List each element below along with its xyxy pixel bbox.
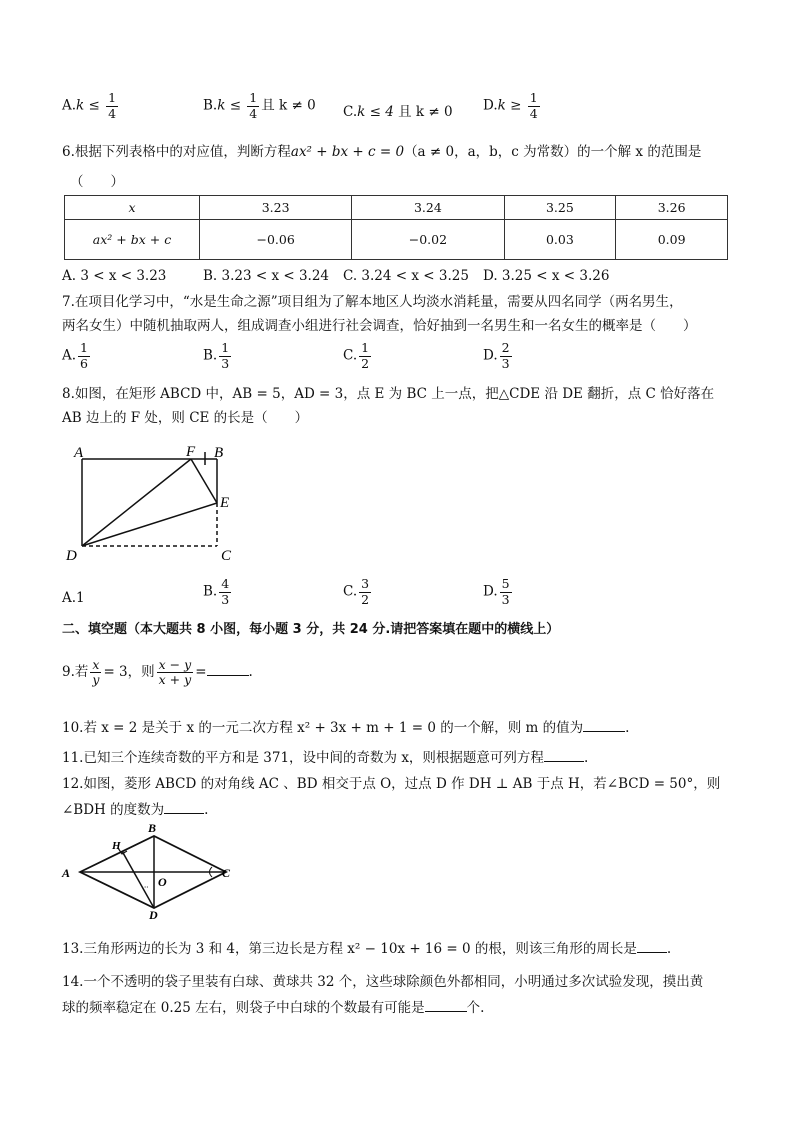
table-cell: −0.06 bbox=[200, 220, 352, 260]
q5-option-c: C.k ≤ 4 且 k ≠ 0 bbox=[343, 104, 453, 120]
table-cell: 0.09 bbox=[616, 220, 728, 260]
label-c: C bbox=[222, 866, 231, 880]
label-d: D bbox=[66, 548, 77, 564]
q12-line2: ∠BDH 的度数为 . bbox=[62, 802, 209, 818]
segment-de bbox=[82, 503, 217, 546]
q10: 10.若 x = 2 是关于 x 的一元二次方程 x² + 3x + m + 1 = 0 的一个解，则 m 的值为 . bbox=[62, 720, 630, 736]
q8-rectangle-figure bbox=[60, 440, 250, 568]
q6-option-d: D. 3.25 < x < 3.26 bbox=[483, 268, 610, 284]
q6-option-b: B. 3.23 < x < 3.24 bbox=[203, 268, 330, 284]
q6-option-a: A. 3 < x < 3.23 bbox=[62, 268, 167, 284]
q11: 11.已知三个连续奇数的平方和是 371，设中间的奇数为 x，则根据题意可列方程 . bbox=[62, 750, 589, 766]
q13: 13.三角形两边的长为 3 和 4，第三边长是方程 x² − 10x + 16 = 0 的根，则该三角形的周长是 . bbox=[62, 941, 672, 957]
answer-blank bbox=[425, 998, 467, 1012]
angle-dot-mark: ∙∙ bbox=[144, 882, 149, 892]
label-f: F bbox=[186, 444, 196, 460]
q6-answer-paren: （ ） bbox=[70, 174, 124, 190]
q8-option-a: A.1 bbox=[62, 590, 85, 606]
q8-option-c: C. $\frac{3}{2}$ bbox=[343, 576, 370, 607]
q7-option-c: C. $\frac{1}{2}$ bbox=[343, 340, 370, 371]
q12-line1: 12.如图，菱形 ABCD 的对角线 AC 、BD 相交于点 O，过点 D 作 DH ⊥ AB 于点 H，若∠BCD = 50°，则 bbox=[62, 776, 721, 792]
q5-option-b: B.k ≤ $\frac{1}{4}$ 且 k ≠ 0 bbox=[203, 90, 316, 121]
label-a: A bbox=[62, 866, 71, 880]
answer-blank bbox=[164, 800, 204, 814]
q7-option-d: D. $\frac{2}{3}$ bbox=[483, 340, 510, 371]
q7-line1: 7.在项目化学习中，“水是生命之源”项目组为了解本地区人均淡水消耗量，需要从四名同学（两名男生， bbox=[62, 294, 683, 310]
q6-stem: 6.根据下列表格中的对应值，判断方程ax² + bx + c = 0（a ≠ 0，a，b，c 为常数）的一个解 x 的范围是 bbox=[62, 144, 702, 160]
q5-option-a: A.k ≤ $\frac{1}{4}$ bbox=[62, 90, 117, 121]
answer-blank bbox=[637, 939, 667, 953]
label-a: A bbox=[74, 445, 84, 461]
segment-df bbox=[82, 459, 191, 546]
table-header-expression: ax² + bx + c bbox=[65, 220, 200, 260]
answer-blank bbox=[544, 748, 584, 762]
q7-option-b: B. $\frac{1}{3}$ bbox=[203, 340, 230, 371]
table-header-x: x bbox=[65, 196, 200, 220]
table-cell: 3.24 bbox=[352, 196, 504, 220]
label-o: O bbox=[158, 875, 167, 889]
answer-blank bbox=[583, 718, 625, 732]
label-d: D bbox=[149, 908, 158, 922]
label-b: B bbox=[148, 821, 157, 835]
q5-option-d: D.k ≥ $\frac{1}{4}$ bbox=[483, 90, 538, 121]
label-e: E bbox=[220, 495, 230, 511]
label-c: C bbox=[221, 548, 232, 564]
table-cell: 3.26 bbox=[616, 196, 728, 220]
table-cell: 3.25 bbox=[504, 196, 616, 220]
label-b: B bbox=[214, 445, 224, 461]
q14-line2: 球的频率稳定在 0.25 左右，则袋子中白球的个数最有可能是 个. bbox=[62, 1000, 485, 1016]
q9: 9.若 $\frac{x}{y}$ = 3，则 $\frac{x - y}{x + y}$ = . bbox=[62, 656, 253, 687]
table-cell: 3.23 bbox=[200, 196, 352, 220]
q7-line2: 两名女生）中随机抽取两人，组成调查小组进行社会调查，恰好抽到一名男生和一名女生的概率是（ ） bbox=[62, 318, 697, 334]
label-h: H bbox=[112, 840, 121, 852]
q8-option-b: B. $\frac{4}{3}$ bbox=[203, 576, 230, 607]
section-2-title: 二、填空题（本大题共 8 小图，每小题 3 分，共 24 分.请把答案填在题中的横线上） bbox=[62, 622, 560, 637]
segment-fe bbox=[191, 459, 217, 503]
q6-option-c: C. 3.24 < x < 3.25 bbox=[343, 268, 469, 284]
q6-value-table bbox=[64, 195, 728, 260]
q14-line1: 14.一个不透明的袋子里装有白球、黄球共 32 个，这些球除颜色外都相同，小明通过多次试验发现，摸出黄 bbox=[62, 974, 704, 990]
q8-option-d: D. $\frac{5}{3}$ bbox=[483, 576, 510, 607]
q8-line2: AB 边上的 F 处，则 CE 的长是（ ） bbox=[62, 410, 309, 426]
q8-line1: 8.如图，在矩形 ABCD 中，AB = 5，AD = 3，点 E 为 BC 上一点，把△CDE 沿 DE 翻折，点 C 恰好落在 bbox=[62, 386, 715, 402]
answer-blank bbox=[207, 662, 249, 676]
table-cell: −0.02 bbox=[352, 220, 504, 260]
q12-rhombus-figure bbox=[60, 818, 240, 924]
q7-option-a: A. $\frac{1}{6}$ bbox=[62, 340, 88, 371]
table-cell: 0.03 bbox=[504, 220, 616, 260]
